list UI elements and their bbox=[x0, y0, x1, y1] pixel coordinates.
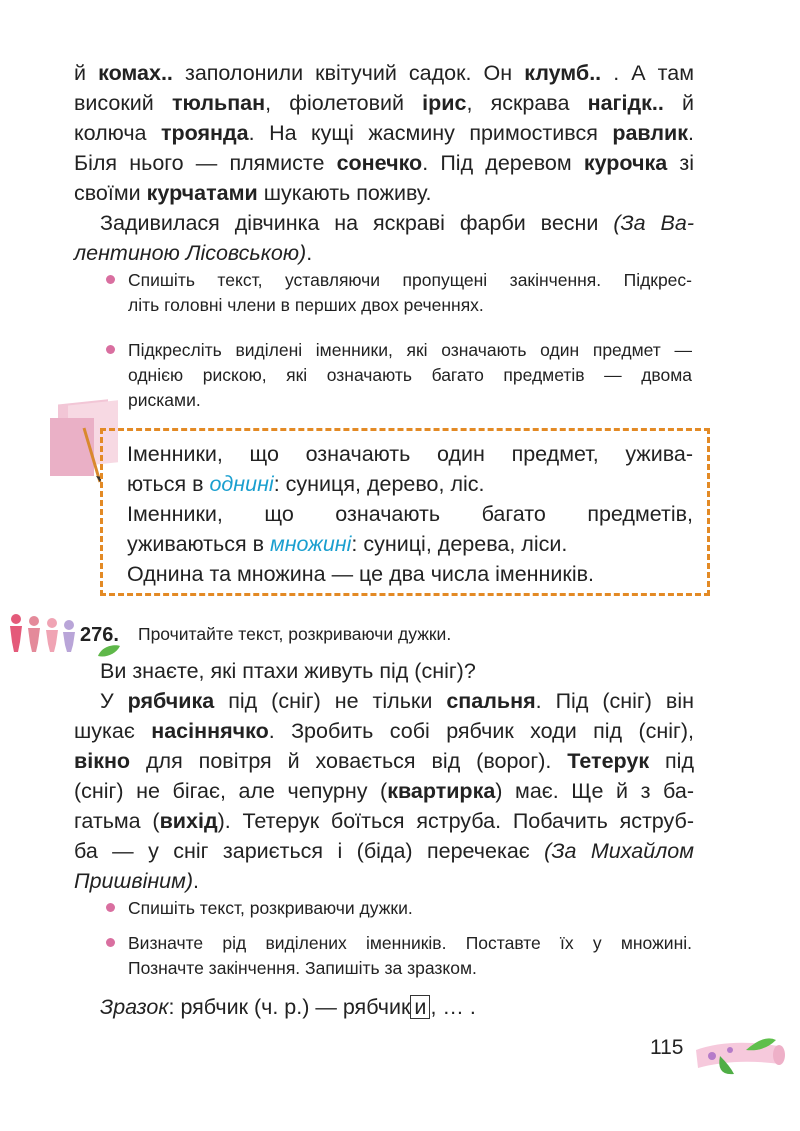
group-work-icon bbox=[6, 612, 78, 654]
text-line: колюча троянда. На кущі жасмину примостився равлик. bbox=[74, 121, 694, 145]
text-line: (сніг) не бігає, але чепурну (квартирка) має. Ще й з ба- bbox=[74, 779, 694, 803]
text-line: У рябчика під (сніг) не тільки спальня. Під (сніг) він bbox=[100, 689, 694, 713]
term-singular: однині bbox=[209, 472, 274, 496]
exercise-text bbox=[74, 656, 694, 896]
instruction-item: Підкресліть виділені іменники, які означають один предмет — однією рискою, які означають багато предметів — двома рисками. bbox=[104, 338, 692, 413]
text-line: Ви знаєте, які птахи живуть під (сніг)? bbox=[100, 659, 476, 683]
text-line: шукає насіннячко. Зробить собі рябчик ходи під (сніг), bbox=[74, 719, 695, 743]
text-line: Задивилася дівчинка на яскраві фарби весни (За Ва- bbox=[100, 211, 694, 235]
text-line: гатьма (вихід). Тетерук боїться яструба. Побачить яструб- bbox=[74, 809, 694, 833]
instruction-item: Визначте рід виділених іменників. Поставте їх у множині. Позначте закінчення. Запишіть за зразком. bbox=[104, 931, 692, 981]
instructions-list-2 bbox=[104, 896, 692, 981]
instructions-list-1 bbox=[104, 268, 692, 413]
text-line: лентиною Лісовською). bbox=[74, 241, 313, 265]
page-number: 115 bbox=[650, 1036, 684, 1059]
instruction-item: Спишіть текст, розкриваючи дужки. bbox=[104, 896, 692, 921]
text-line: своїми курчатами шукають поживу. bbox=[74, 181, 432, 205]
bullet-icon bbox=[106, 903, 115, 912]
sample-label: Зразок bbox=[100, 995, 169, 1019]
text-line: Біля нього — плямисте сонечко. Під деревом курочка зі bbox=[74, 151, 695, 175]
bullet-icon bbox=[106, 275, 115, 284]
text-line: ба — у сніг зариється і (біда) перечекає (За Михайлом bbox=[74, 839, 694, 863]
exercise-number: 276. bbox=[80, 624, 119, 646]
story-text-top bbox=[74, 58, 694, 268]
bullet-icon bbox=[106, 345, 115, 354]
exercise-task: Прочитайте текст, розкриваючи дужки. bbox=[138, 624, 452, 644]
bullet-icon bbox=[106, 938, 115, 947]
sample-line: Зразок: рябчик (ч. р.) — рябчик и , … . bbox=[100, 995, 476, 1019]
scroll-ornament-icon bbox=[690, 1030, 790, 1084]
grammar-rule-box: Іменники, що означають один предмет, ужива- ються в однині: суниця, дерево, ліс. Іменники, що означають багато предметів, уживаються в множині: суниці, дерева, ліси. Однина та множина — це два числа іменників. bbox=[100, 428, 710, 596]
text-line: високий тюльпан, фіолетовий ірис, яскрава нагідк.. й bbox=[74, 91, 694, 115]
term-plural: множині bbox=[269, 532, 352, 556]
text-line: Пришвіним). bbox=[74, 869, 200, 893]
text-line: вікно для повітря й ховається від (ворог). Тетерук під bbox=[74, 749, 694, 773]
ending-box: и bbox=[410, 995, 430, 1019]
instruction-item: Спишіть текст, уставляючи пропущені закінчення. Підкрес- літь головні члени в перших двох реченнях. bbox=[104, 268, 692, 318]
text-line: й комах.. заполонили квітучий садок. Он клумб.. . А там bbox=[74, 61, 695, 85]
